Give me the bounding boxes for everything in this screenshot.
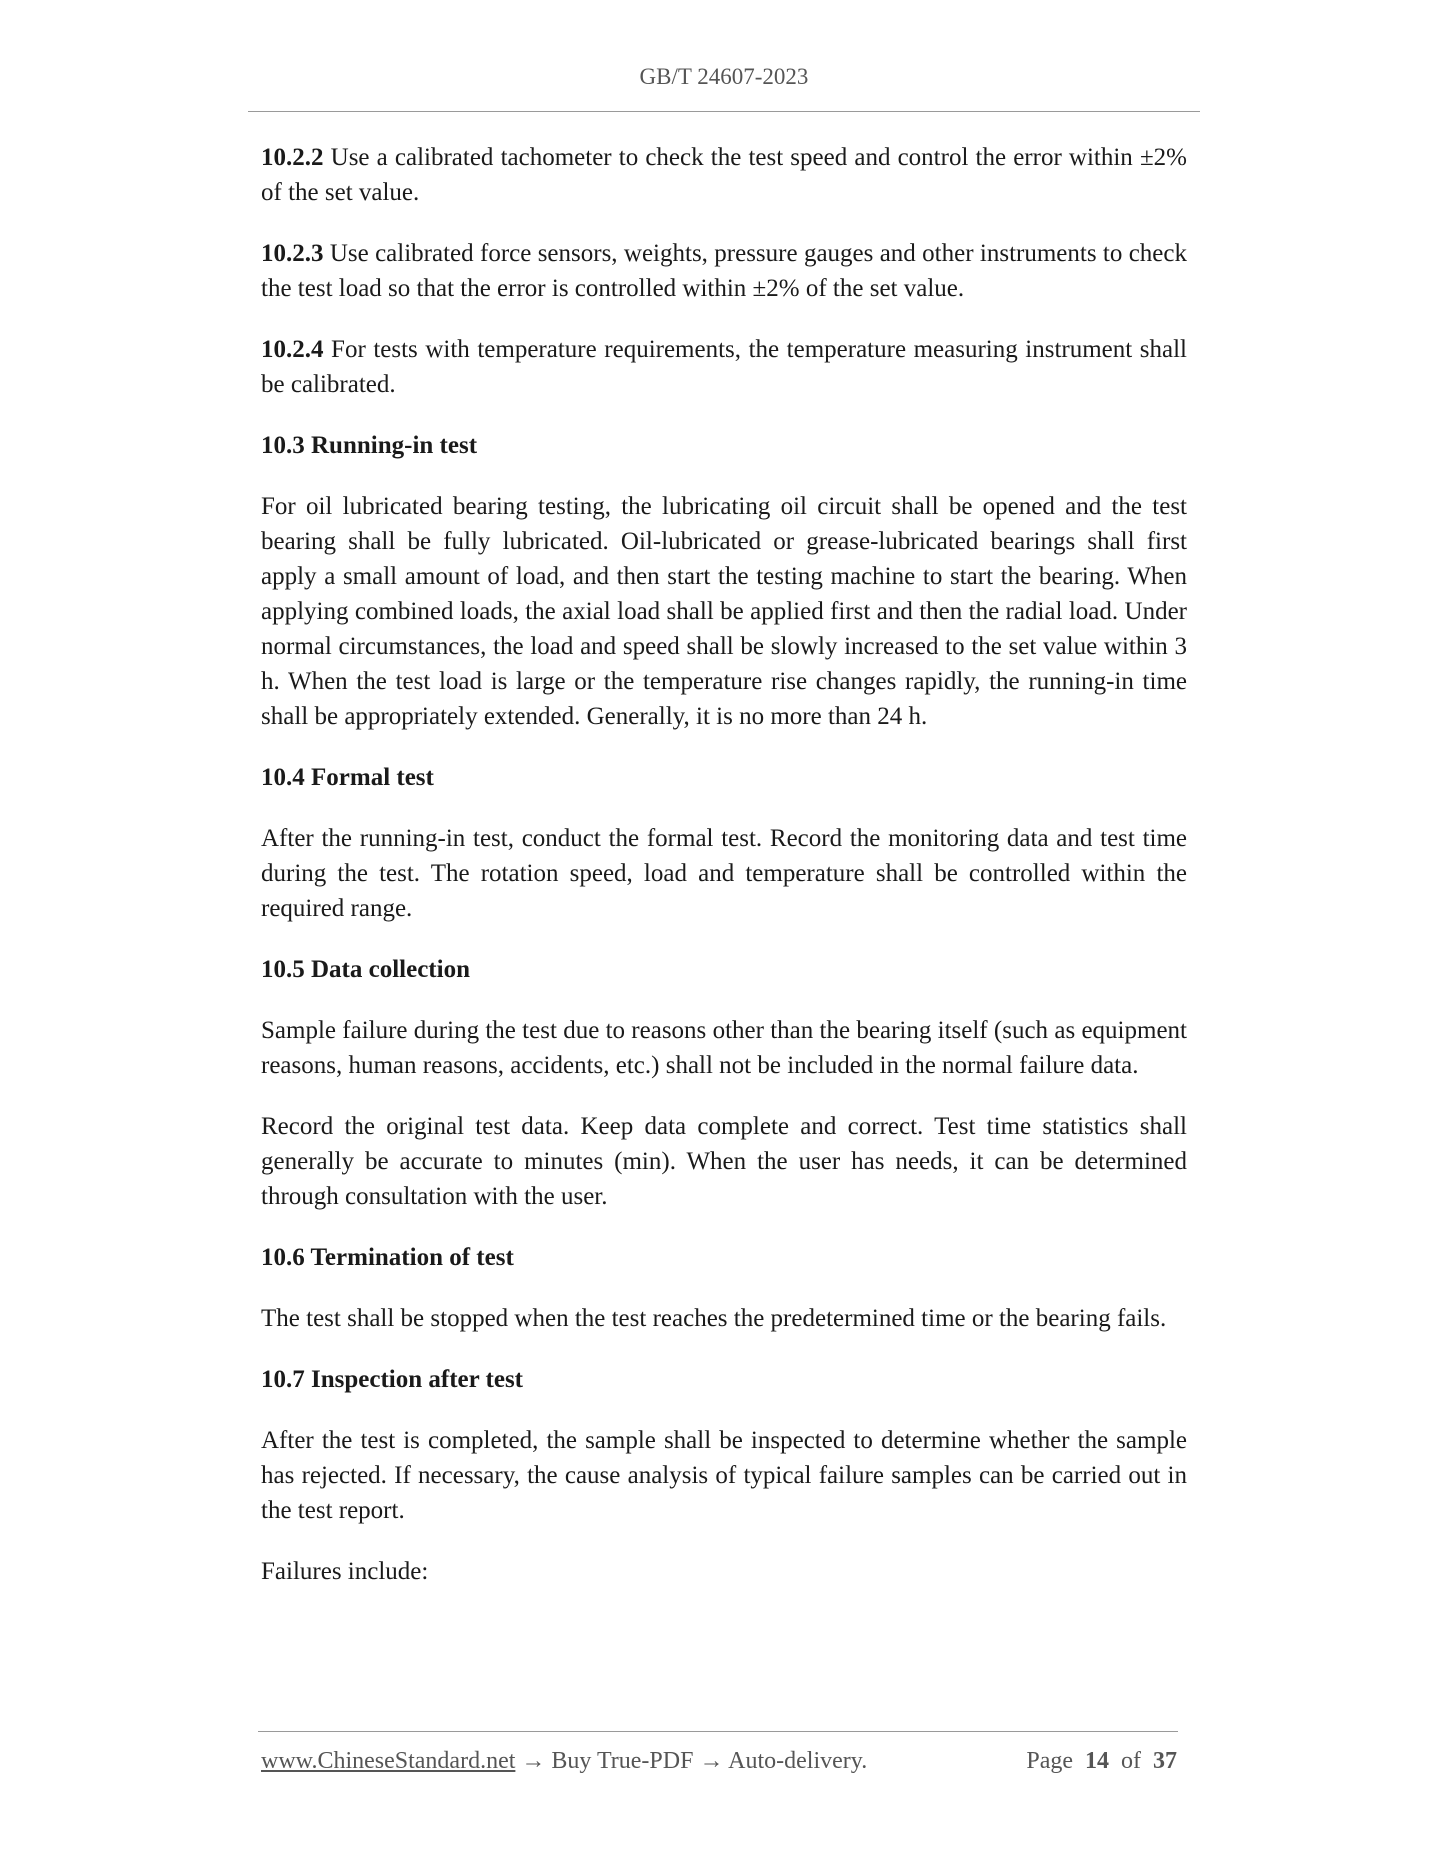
paragraph-termination-of-test: The test shall be stopped when the test reaches the predetermined time or the bearing fails.: [261, 1305, 1167, 1332]
paragraph-failures-include: Failures include:: [261, 1558, 429, 1585]
clause-text: For tests with temperature requirements, the temperature measuring instrument shall be calibrated.: [261, 336, 1187, 398]
paragraph-formal-test: After the running-in test, conduct the formal test. Record the monitoring data and test time during the test. The rotation speed, load and temperature shall be controlled within the required range.: [261, 825, 1187, 922]
footer-divider: [258, 1731, 1178, 1732]
paragraph-running-in-test: For oil lubricated bearing testing, the lubricating oil circuit shall be opened and the test bearing shall be fully lubricated. Oil-lubricated or grease-lubricated bearings shall first apply a small amount of load, and then start the testing machine to start the bearing. When applying combined loads, the axial load shall be applied first and then the radial load. Under normal circumstances, the load and speed shall be slowly increased to the set value within 3 h. When the test load is large or the temperature rise changes rapidly, the running-in time shall be appropriately extended. Generally, it is no more than 24 h.: [261, 493, 1187, 730]
arrow-right-icon: →: [699, 1748, 724, 1774]
heading-inspection-after-test: 10.7 Inspection after test: [261, 1366, 523, 1393]
document-body: [261, 140, 1187, 1615]
clause-text: Use a calibrated tachometer to check the test speed and control the error within ±2% of the set value.: [261, 144, 1187, 206]
clause-number: 10.2.4: [261, 336, 324, 363]
paragraph-data-collection-2: Record the original test data. Keep data complete and correct. Test time statistics shall generally be accurate to minutes (min). When the user has needs, it can be determined through consultation with the user.: [261, 1113, 1187, 1210]
clause-10-2-4: [261, 332, 1187, 402]
paragraph-inspection-after-test: After the test is completed, the sample shall be inspected to determine whether the sample has rejected. If necessary, the cause analysis of typical failure samples can be carried out in the test report.: [261, 1427, 1187, 1524]
page-label: Page: [1026, 1748, 1073, 1774]
header-divider: [248, 111, 1200, 112]
heading-data-collection: 10.5 Data collection: [261, 956, 470, 983]
clause-text: Use calibrated force sensors, weights, pressure gauges and other instruments to check the test load so that the error is controlled within ±2% of the set value.: [261, 240, 1187, 302]
arrow-right-icon: →: [521, 1748, 546, 1774]
auto-delivery-text: Auto-delivery.: [728, 1748, 868, 1774]
clause-10-2-2: [261, 140, 1187, 210]
paragraph-data-collection-1: Sample failure during the test due to reasons other than the bearing itself (such as equipment reasons, human reasons, accidents, etc.) shall not be included in the normal failure data.: [261, 1017, 1187, 1079]
clause-number: 10.2.2: [261, 144, 324, 171]
heading-termination-of-test: 10.6 Termination of test: [261, 1244, 514, 1271]
of-label: of: [1121, 1748, 1141, 1774]
heading-formal-test: 10.4 Formal test: [261, 764, 434, 791]
page-number: 14: [1085, 1748, 1109, 1774]
clause-number: 10.2.3: [261, 240, 324, 267]
page-header: GB/T 24607-2023: [639, 64, 809, 89]
clause-10-2-3: [261, 236, 1187, 306]
heading-running-in-test: 10.3 Running-in test: [261, 432, 478, 459]
page-total: 37: [1153, 1748, 1177, 1774]
footer-links: [261, 1748, 867, 1775]
buy-true-pdf-text: Buy True-PDF: [551, 1748, 694, 1774]
page-indicator: [1026, 1748, 1177, 1775]
chinese-standard-link[interactable]: www.ChineseStandard.net: [261, 1748, 516, 1774]
